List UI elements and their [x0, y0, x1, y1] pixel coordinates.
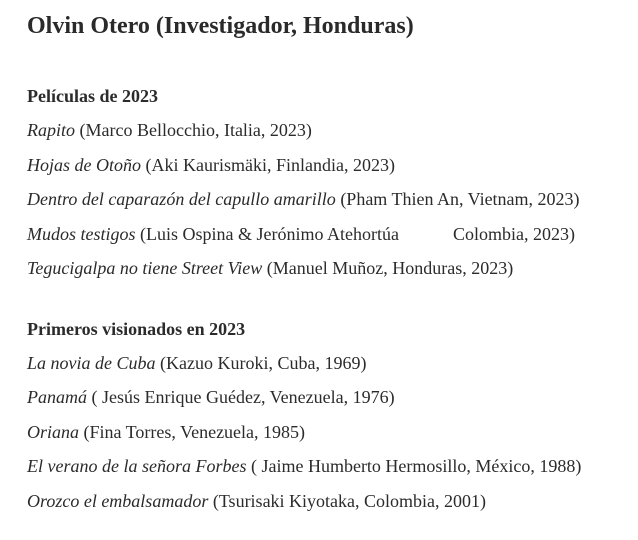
film-list-item	[27, 256, 627, 280]
film-details: (Tsurisaki Kiyotaka, Colombia, 2001)	[208, 490, 487, 511]
section-first-viewings-2023	[27, 317, 627, 513]
section-films-2023	[27, 84, 627, 280]
film-list	[27, 351, 627, 513]
page-title: Olvin Otero (Investigador, Honduras)	[27, 13, 414, 39]
film-title: Dentro del caparazón del capullo amarillo	[27, 189, 336, 209]
film-details: (Marco Bellocchio, Italia, 2023)	[75, 120, 312, 140]
section-heading: Películas de 2023	[27, 86, 158, 106]
film-details: (Aki Kaurismäki, Finlandia, 2023)	[141, 154, 395, 175]
film-details: (Fina Torres, Venezuela, 1985)	[79, 421, 306, 442]
film-title: El verano de la señora Forbes	[27, 456, 247, 476]
film-title: La novia de Cuba	[27, 352, 156, 373]
film-title: Oriana	[27, 421, 80, 442]
film-list-item	[27, 351, 627, 375]
section-spacer	[27, 291, 627, 317]
film-list-item	[27, 454, 627, 478]
film-details: (Kazuo Kuroki, Cuba, 1969)	[155, 352, 367, 373]
film-title: Rapito	[27, 120, 75, 140]
film-title: Mudos testigos	[27, 223, 136, 244]
film-list-item	[27, 489, 627, 513]
film-details: ( Jesús Enrique Guédez, Venezuela, 1976)	[87, 387, 395, 407]
film-list-item	[27, 187, 627, 211]
film-title: Tegucigalpa no tiene Street View	[27, 258, 263, 278]
film-details: (Pham Thien An, Vietnam, 2023)	[335, 189, 580, 209]
film-list-item	[27, 118, 627, 142]
film-list	[27, 118, 627, 280]
film-details: ( Jaime Humberto Hermosillo, México, 1988)	[246, 456, 582, 476]
section-heading: Primeros visionados en 2023	[27, 318, 246, 339]
film-list-item	[27, 222, 627, 246]
film-list-item	[27, 153, 627, 177]
film-details: (Luis Ospina & Jerónimo Atehortúa Colombia, 2023)	[135, 223, 575, 244]
film-details: (Manuel Muñoz, Honduras, 2023)	[262, 258, 514, 278]
film-title: Orozco el embalsamador	[27, 490, 209, 511]
film-title: Panamá	[27, 387, 87, 407]
film-list-item	[27, 420, 627, 444]
film-title: Hojas de Otoño	[27, 154, 141, 175]
film-list-item	[27, 385, 627, 409]
article-content	[27, 10, 627, 523]
